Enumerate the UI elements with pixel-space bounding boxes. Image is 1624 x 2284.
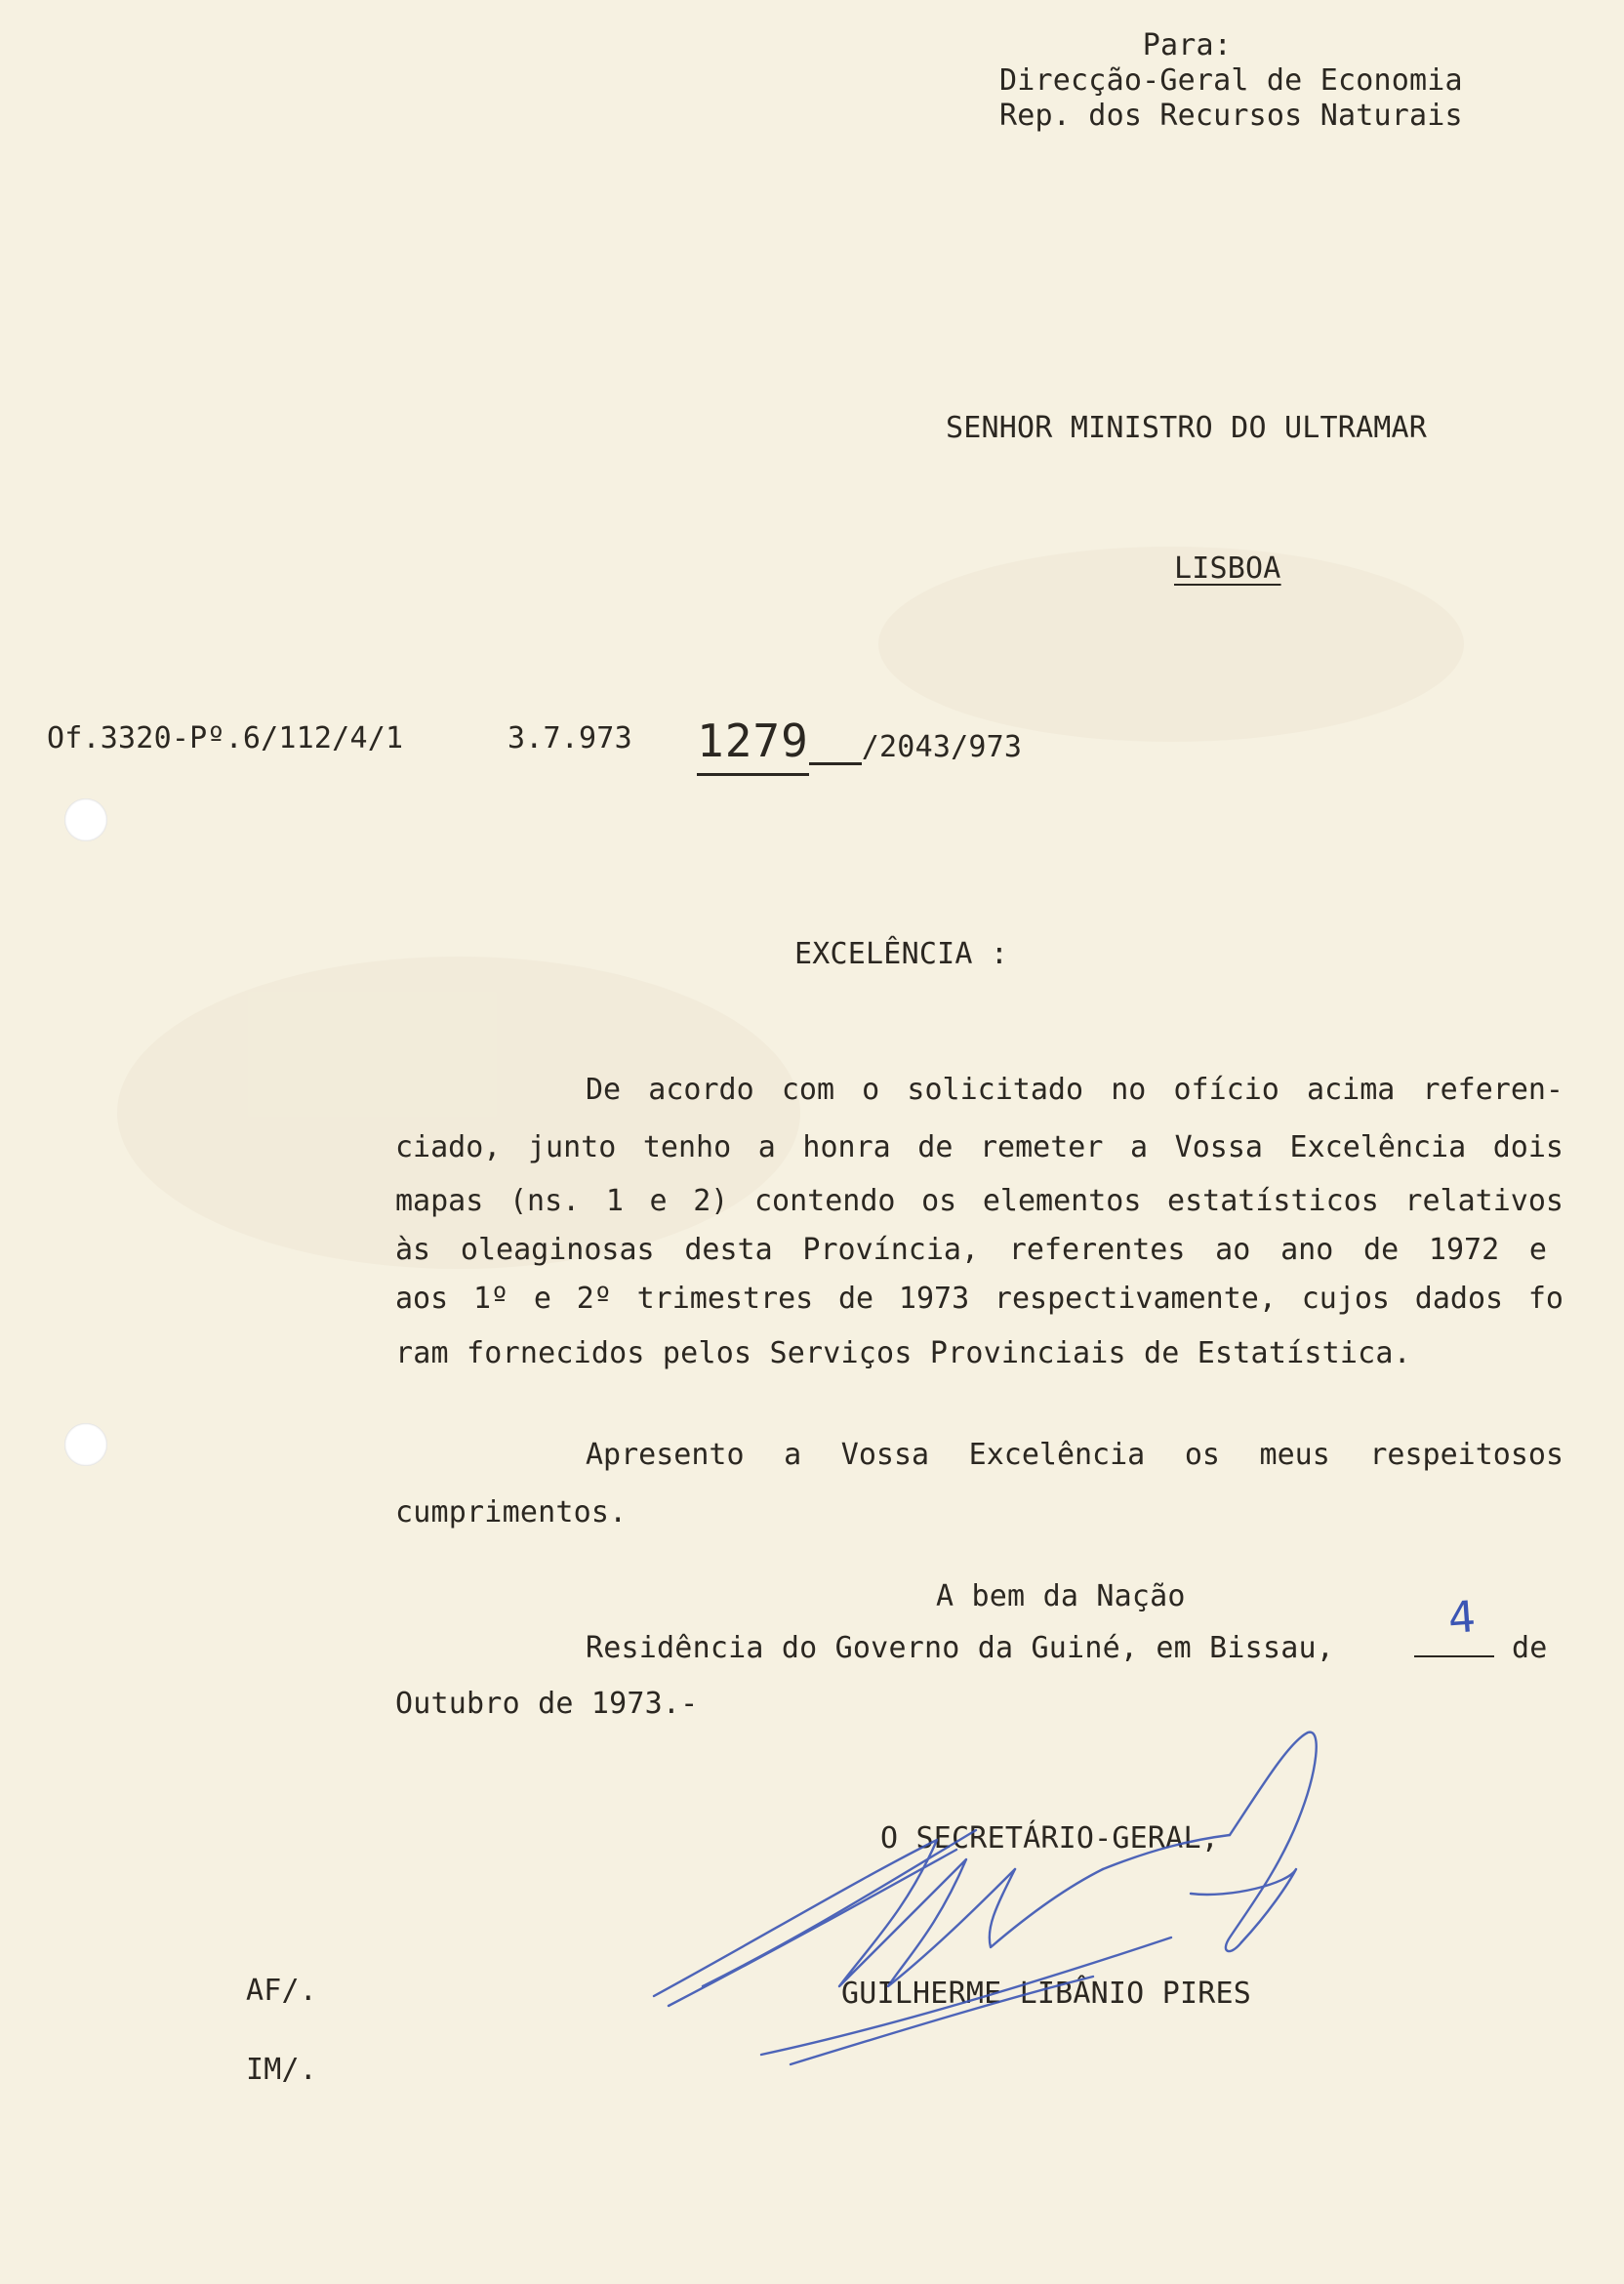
body-line: ciado, junto tenho a honra de remeter a Vossa Excelência dois [395,1130,1563,1164]
closing-place: Residência do Governo da Guiné, em Bissau, [586,1631,1334,1665]
body-line: ram fornecidos pelos Serviços Provinciais de Estatística. [395,1336,1411,1370]
reference-number-suffix: /2043/973 [861,730,1023,764]
body-line: De acordo com o solicitado no ofício acima referen- [586,1073,1563,1107]
para-label: Para: [1142,28,1232,62]
paper-stain [117,957,800,1269]
body-line: cumprimentos. [395,1495,628,1529]
handwritten-signature [644,1713,1405,2123]
closing-place-suffix: de [1512,1631,1548,1665]
initials-line-2: IM/. [246,2053,318,2087]
signatory-name: GUILHERME LIBÂNIO PIRES [841,1977,1252,2011]
closing-motto: A bem da Nação [936,1579,1186,1613]
body-line: aos 1º e 2º trimestres de 1973 respectivamente, cujos dados fo [395,1282,1563,1316]
body-line: mapas (ns. 1 e 2) contendo os elementos estatísticos relativos [395,1184,1563,1218]
addressee-line-1: Direcção-Geral de Economia [999,63,1463,98]
initials-line-1: AF/. [246,1974,318,2008]
day-blank [1414,1593,1494,1657]
recipient-title: SENHOR MINISTRO DO ULTRAMAR [946,411,1428,445]
handwritten-day: 4 [1446,1592,1478,1644]
recipient-city: LISBOA [1174,551,1281,586]
salutation: EXCELÊNCIA : [794,937,1009,971]
closing-date: Outubro de 1973.- [395,1687,699,1721]
paper-stain [878,547,1464,742]
punch-hole [64,798,107,841]
reference-number: 1279 [697,714,809,776]
punch-hole [64,1423,107,1466]
reference-number-group [697,714,1023,767]
addressee-line-2: Rep. dos Recursos Naturais [999,99,1463,133]
signatory-role: O SECRETÁRIO-GERAL, [880,1821,1219,1856]
body-line: às oleaginosas desta Província, referentes ao ano de 1972 e [395,1233,1547,1267]
body-line: Apresento a Vossa Excelência os meus respeitosos [586,1438,1563,1472]
reference-date: 3.7.973 [508,721,632,755]
reference-number-underline [809,727,862,765]
oficio-reference: Of.3320-Pº.6/112/4/1 [47,721,404,755]
